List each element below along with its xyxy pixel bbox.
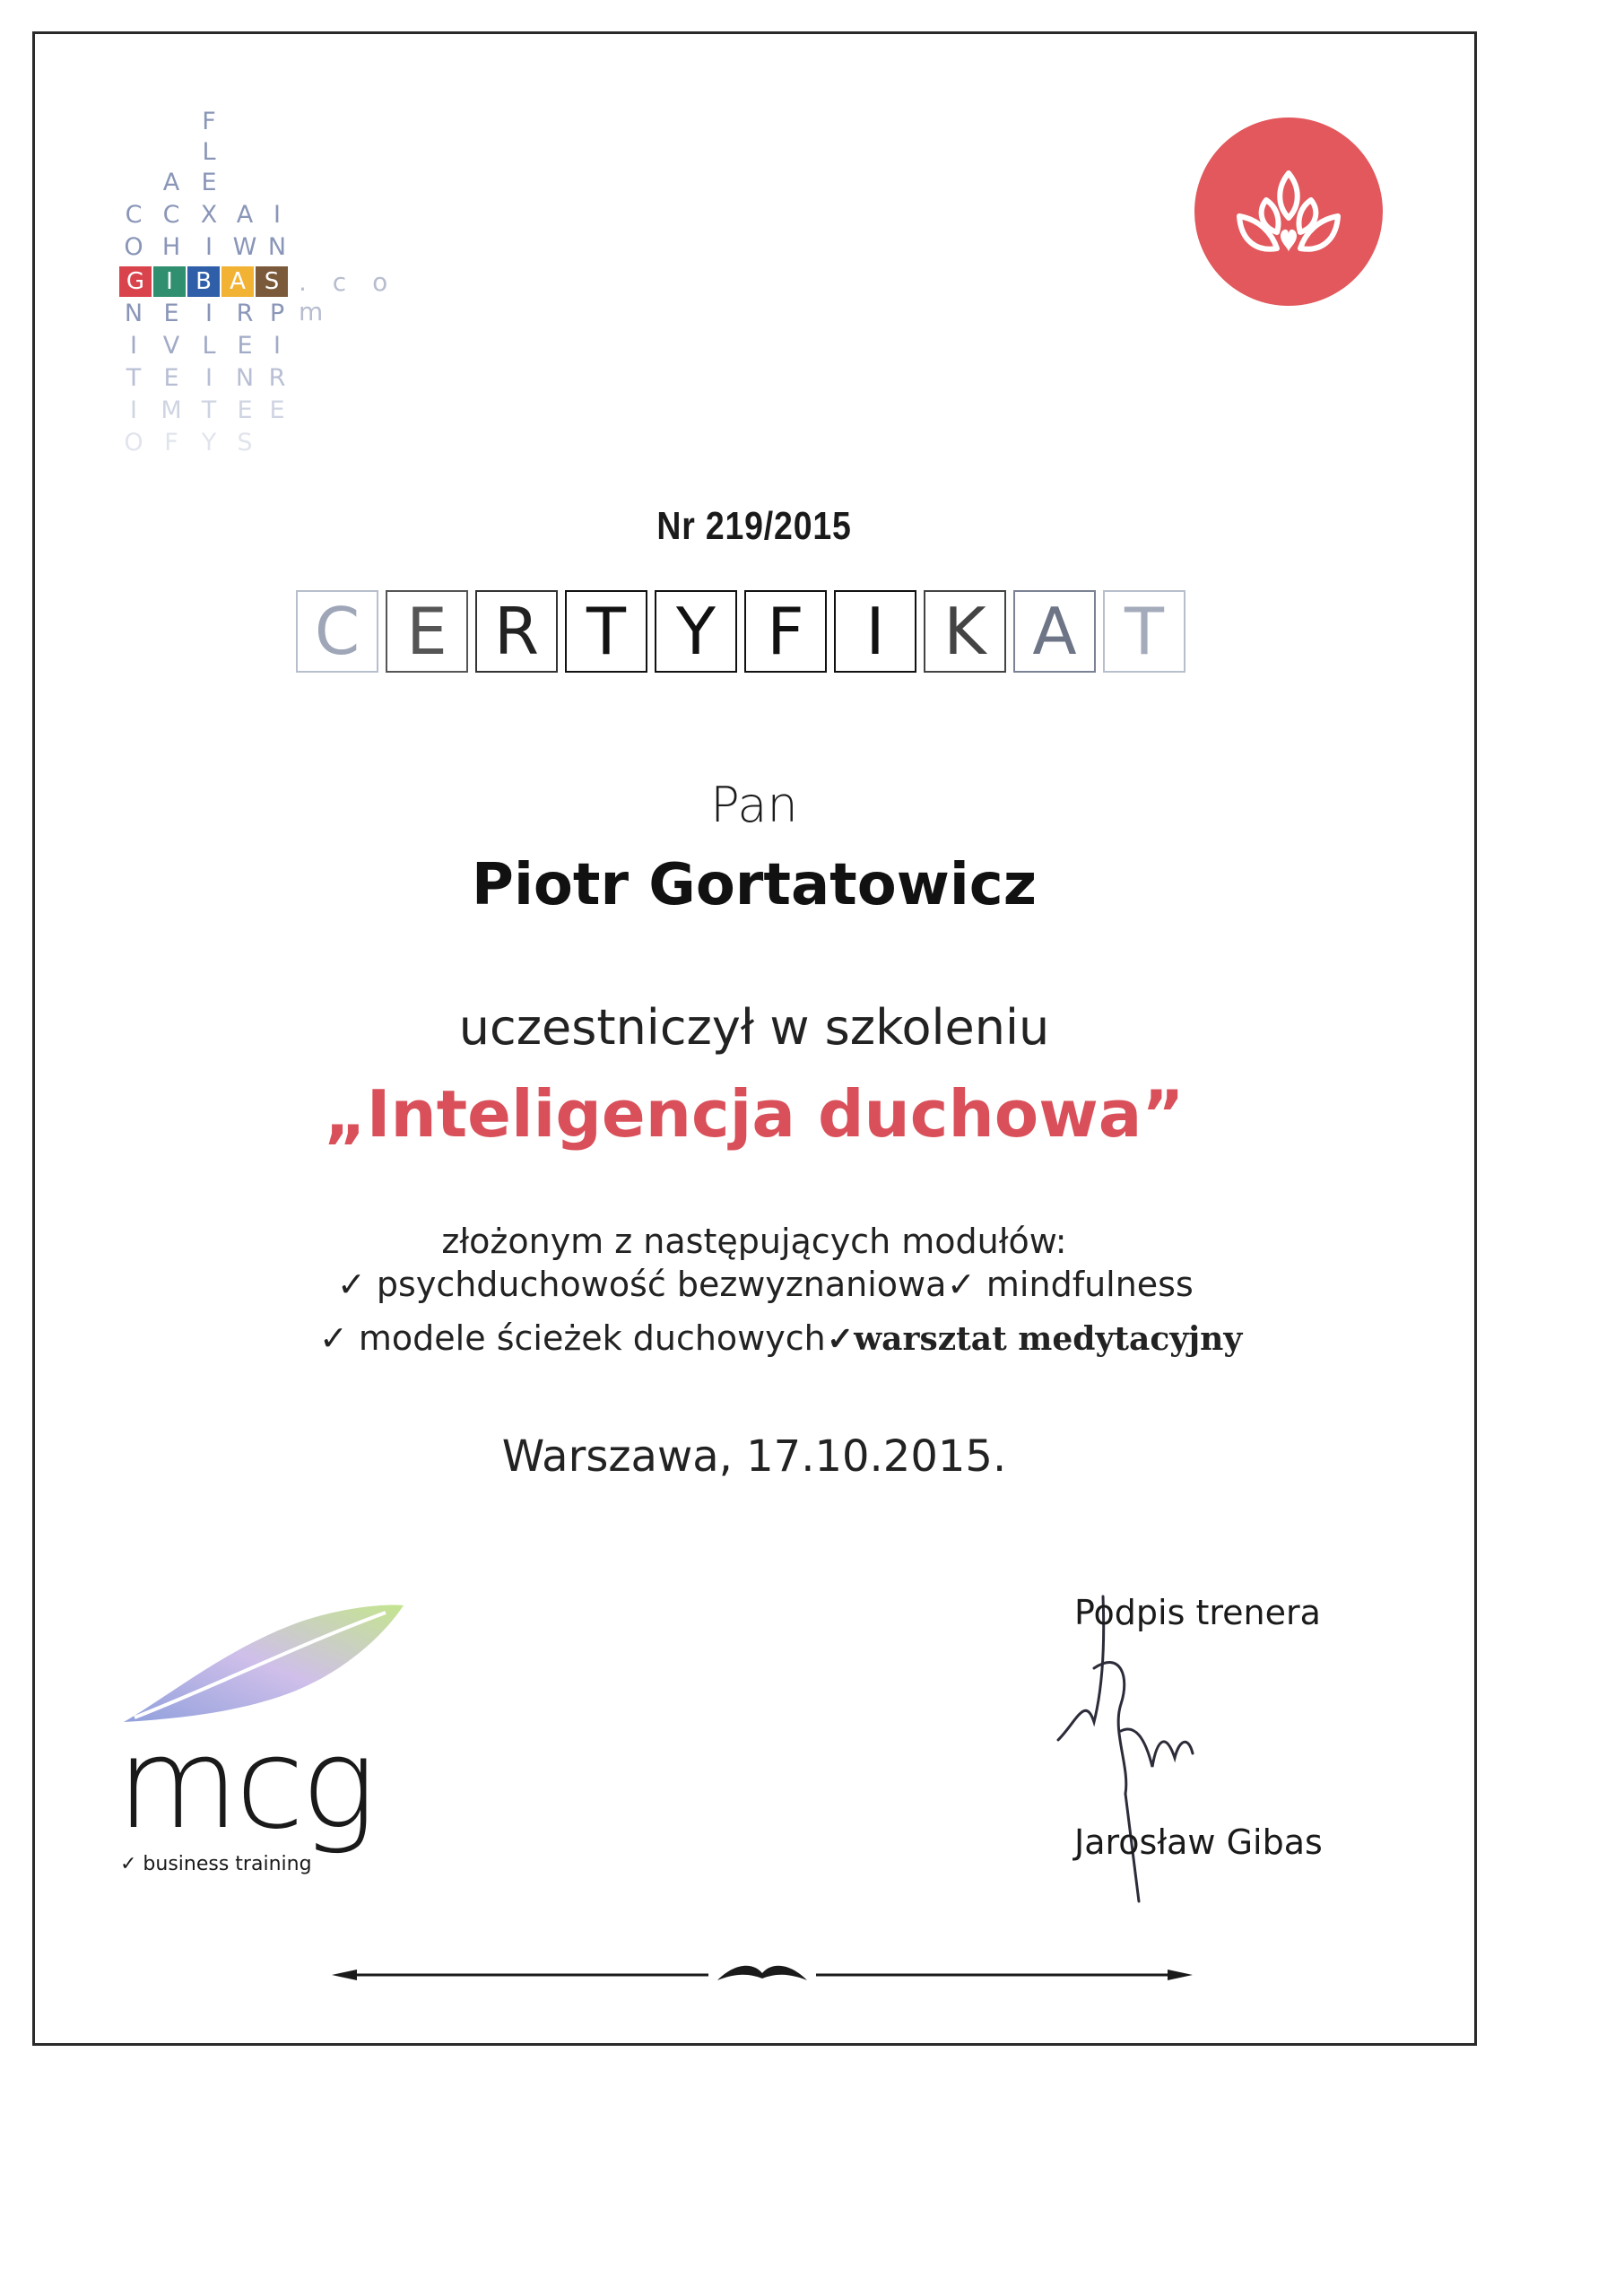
module-item: ✓warsztat medytacyjny [827,1320,1243,1358]
participation-text: uczestniczył w szkoleniu [458,999,1050,1056]
mcg-logo [117,1596,413,1892]
gibas-logo [115,108,420,475]
module-item: ✓ mindfulness [947,1265,1194,1304]
logo-letter: I [130,396,137,424]
title-letter: T [565,590,647,673]
title-letter: E [386,590,468,673]
logo-letter: A [236,201,254,229]
logo-letter: I [205,364,213,392]
logo-letter: H [161,233,181,261]
logo-letter: C [162,201,180,229]
logo-letter-b: B [187,265,221,298]
logo-letter: M [161,396,182,424]
logo-letter: O [124,233,143,261]
logo-letter: T [126,364,142,392]
logo-letter-g: G [118,265,152,298]
title-letter: R [475,590,558,673]
mcg-tagline: ✓ business training [120,1853,312,1875]
title-letter: Y [655,590,737,673]
logo-letter: O [124,429,143,457]
logo-letter: Y [201,429,217,457]
logo-letter: F [164,429,178,457]
recipient-name: Piotr Gortatowicz [472,852,1037,918]
title-letter: C [296,590,378,673]
logo-letter-s: S [255,265,289,298]
logo-letter: V [162,332,180,360]
signature-label: Podpis trenera [1074,1593,1321,1632]
logo-letter-a: A [221,265,255,298]
trainer-name: Jarosław Gibas [1074,1822,1323,1862]
ornament-divider [332,1957,1193,1993]
logo-letter: I [130,332,137,360]
module-item: ✓ psychduchowość bezwyznaniowa [337,1265,947,1304]
title-letter: A [1013,590,1096,673]
logo-letter: C [125,201,143,229]
handwritten-signature [1040,1587,1220,1928]
title-letter: K [924,590,1006,673]
logo-letter: E [237,332,253,360]
logo-letter: I [274,201,281,229]
salutation: Pan [710,777,798,833]
logo-letter: R [268,364,286,392]
logo-letter: P [269,300,285,327]
logo-letter: I [274,332,281,360]
logo-letter: E [237,396,253,424]
certificate-title [296,590,1185,676]
logo-letter: L [202,332,216,360]
logo-letter: E [269,396,285,424]
title-letter: T [1103,590,1185,673]
title-letter: I [834,590,916,673]
logo-letter: R [236,300,254,327]
place-date: Warszawa, 17.10.2015. [501,1431,1007,1482]
logo-letter: W [232,233,257,261]
module-item: ✓ modele ścieżek duchowych [319,1318,826,1358]
logo-letter: L [202,138,216,166]
certificate-number: Nr 219/2015 [656,504,852,548]
logo-letter: F [202,108,216,135]
logo-letter: E [163,300,179,327]
lotus-icon [1194,117,1383,306]
mcg-wordmark: mcg [117,1711,373,1857]
logo-domain-suffix: . c o m [299,267,397,326]
logo-letter: N [124,300,143,327]
logo-letter-i: I [152,265,187,298]
logo-letter: N [235,364,255,392]
title-letter: F [744,590,827,673]
lotus-logo [1194,117,1383,306]
logo-letter: S [237,429,253,457]
course-title: „Inteligencja duchowa” [324,1076,1185,1152]
logo-letter: A [162,169,180,196]
logo-letter: E [201,169,217,196]
logo-letter: I [205,300,213,327]
logo-letter: E [163,364,179,392]
logo-letter: X [200,201,218,229]
modules-intro: złożonym z następujących modułów: [441,1222,1067,1261]
logo-letter: N [267,233,287,261]
logo-letter: I [205,233,213,261]
logo-letter: T [201,396,217,424]
